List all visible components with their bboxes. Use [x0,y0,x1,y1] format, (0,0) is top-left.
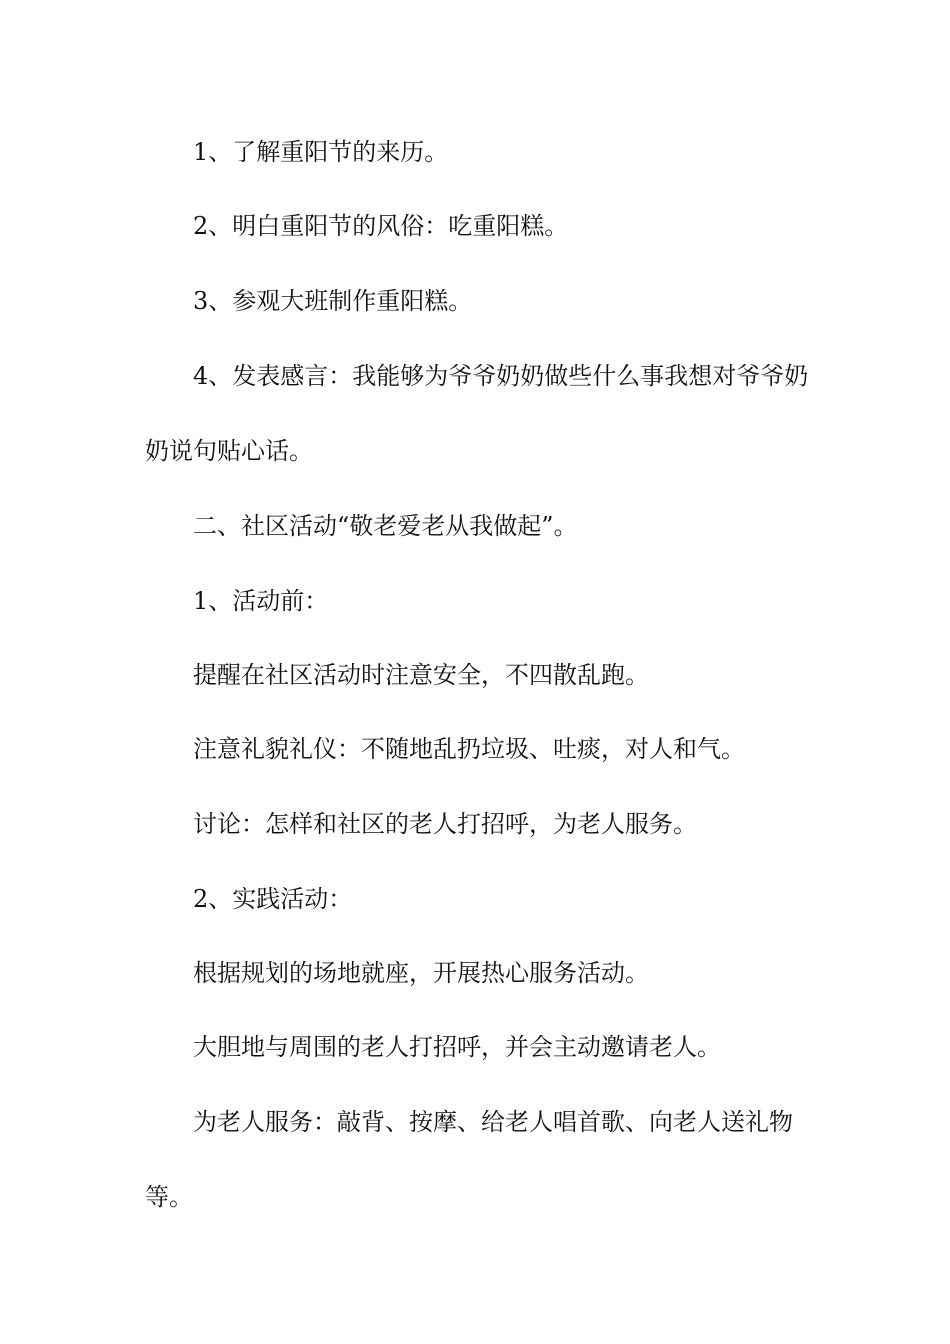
section-heading: 二、社区活动“敬老爱老从我做起”。 [193,512,578,540]
paragraph-6: 提醒在社区活动时注意安全，不四散乱跑。 [193,661,649,689]
paragraph-9: 2、实践活动： [193,885,353,913]
paragraph-12-line-1: 为老人服务：敲背、按摩、给老人唱首歌、向老人送礼物 [193,1108,793,1136]
paragraph-8: 讨论：怎样和社区的老人打招呼，为老人服务。 [193,810,697,838]
paragraph-10: 根据规划的场地就座，开展热心服务活动。 [193,959,649,987]
paragraph-1: 1、了解重阳节的来历。 [193,138,449,166]
paragraph-3: 3、参观大班制作重阳糕。 [193,287,473,315]
paragraph-5: 1、活动前： [193,587,329,615]
paragraph-11: 大胆地与周围的老人打招呼，并会主动邀请老人。 [193,1033,721,1061]
paragraph-7: 注意礼貌礼仪：不随地乱扔垃圾、吐痰，对人和气。 [193,735,745,763]
paragraph-4-line-1: 4、发表感言：我能够为爷爷奶奶做些什么事我想对爷爷奶 [193,362,809,390]
paragraph-12-line-2: 等。 [145,1183,193,1211]
paragraph-4-line-2: 奶说句贴心话。 [145,437,313,465]
paragraph-2: 2、明白重阳节的风俗：吃重阳糕。 [193,212,569,240]
